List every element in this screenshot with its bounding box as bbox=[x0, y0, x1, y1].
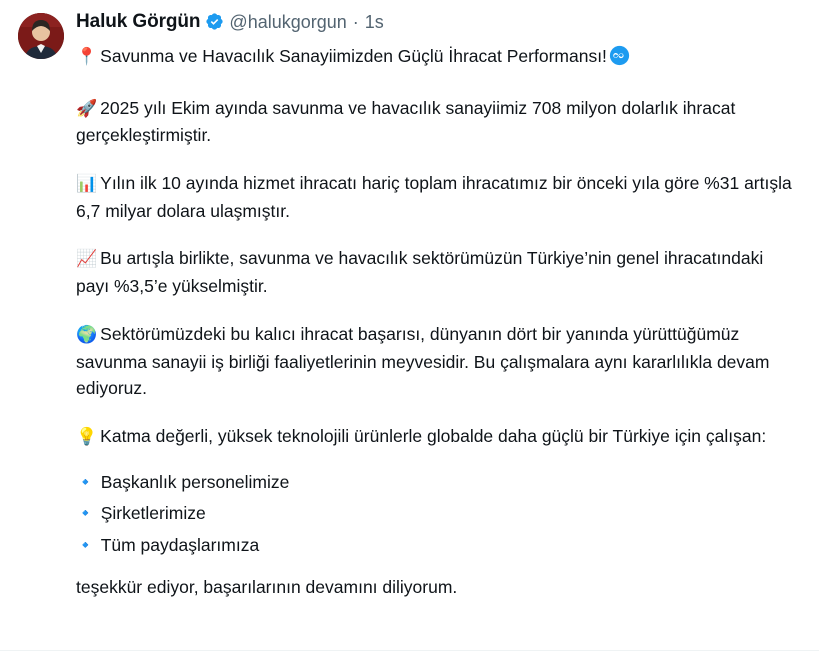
paragraph-text: Katma değerli, yüksek teknolojili ürünlerle globalde daha güçlü bir Türkiye için çalışan: bbox=[100, 425, 767, 446]
list-item-label: Şirketlerimize bbox=[100, 503, 206, 524]
rocket-emoji: 🚀 bbox=[76, 98, 98, 119]
list-item-label: Tüm paydaşlarımıza bbox=[100, 534, 260, 555]
list-item bbox=[76, 469, 797, 496]
bar-chart-emoji: 📊 bbox=[76, 174, 98, 195]
list-item bbox=[76, 500, 797, 527]
chart-increasing-emoji: 📈 bbox=[76, 249, 98, 270]
paragraph-text: Bu artışla birlikte, savunma ve havacılık sektörümüzün Türkiye’nin genel ihracatındaki payı %3,5’e yükselmiştir. bbox=[76, 248, 764, 297]
header-separator: · bbox=[352, 11, 359, 32]
tweet-paragraph bbox=[76, 95, 797, 149]
blue-diamond-icon: 🔹 bbox=[76, 504, 95, 523]
tweet-content bbox=[76, 10, 797, 651]
blue-diamond-icon: 🔹 bbox=[76, 535, 95, 554]
avatar-column bbox=[18, 10, 76, 651]
paragraph-text: Yılın ilk 10 ayında hizmet ihracatı hariç toplam ihracatımız bir önceki yıla göre %31 artışla 6,7 milyar dolara ulaşmıştır. bbox=[76, 173, 792, 221]
tweet-text bbox=[76, 43, 797, 601]
list-item bbox=[76, 532, 797, 559]
tweet-timestamp[interactable]: 1s bbox=[364, 11, 384, 32]
paragraph-text: Sektörümüzdeki bu kalıcı ihracat başarısı, dünyanın dört bir yanında yürüttüğümüz savunma sanayii iş birliği faaliyetlerinin meyvesidir. Bu çalışmalara aynı kararlılıkla devam ediyoruz. bbox=[76, 323, 770, 399]
tweet-paragraph bbox=[76, 170, 797, 224]
avatar-image bbox=[18, 13, 64, 59]
paragraph-text: 2025 yılı Ekim ayında savunma ve havacılık sanayiimiz 708 milyon dolarlık ihracat gerçekleştirmiştir. bbox=[76, 97, 736, 146]
author-display-name[interactable]: Haluk Görgün bbox=[76, 11, 201, 32]
globe-emoji: 🌍 bbox=[76, 324, 98, 345]
tweet-paragraph bbox=[76, 423, 797, 451]
tweet-paragraph bbox=[76, 321, 797, 402]
infinity-badge-icon bbox=[609, 45, 630, 74]
light-bulb-emoji: 💡 bbox=[76, 426, 98, 447]
blue-diamond-icon: 🔹 bbox=[76, 472, 95, 491]
avatar[interactable] bbox=[18, 13, 64, 59]
paragraph-text: Savunma ve Havacılık Sanayiimizden Güçlü İhracat Performansı! bbox=[100, 46, 607, 66]
tweet-header bbox=[76, 12, 797, 31]
verified-badge-icon bbox=[205, 12, 224, 31]
author-handle[interactable]: @halukgorgun bbox=[229, 11, 347, 32]
tweet-paragraph bbox=[76, 43, 797, 74]
pin-emoji: 📍 bbox=[76, 47, 98, 67]
bullet-list bbox=[76, 469, 797, 559]
closing-text: teşekkür ediyor, başarılarının devamını diliyorum. bbox=[76, 577, 458, 598]
list-item-label: Başkanlık personelimize bbox=[100, 471, 290, 492]
tweet-paragraph bbox=[76, 245, 797, 299]
